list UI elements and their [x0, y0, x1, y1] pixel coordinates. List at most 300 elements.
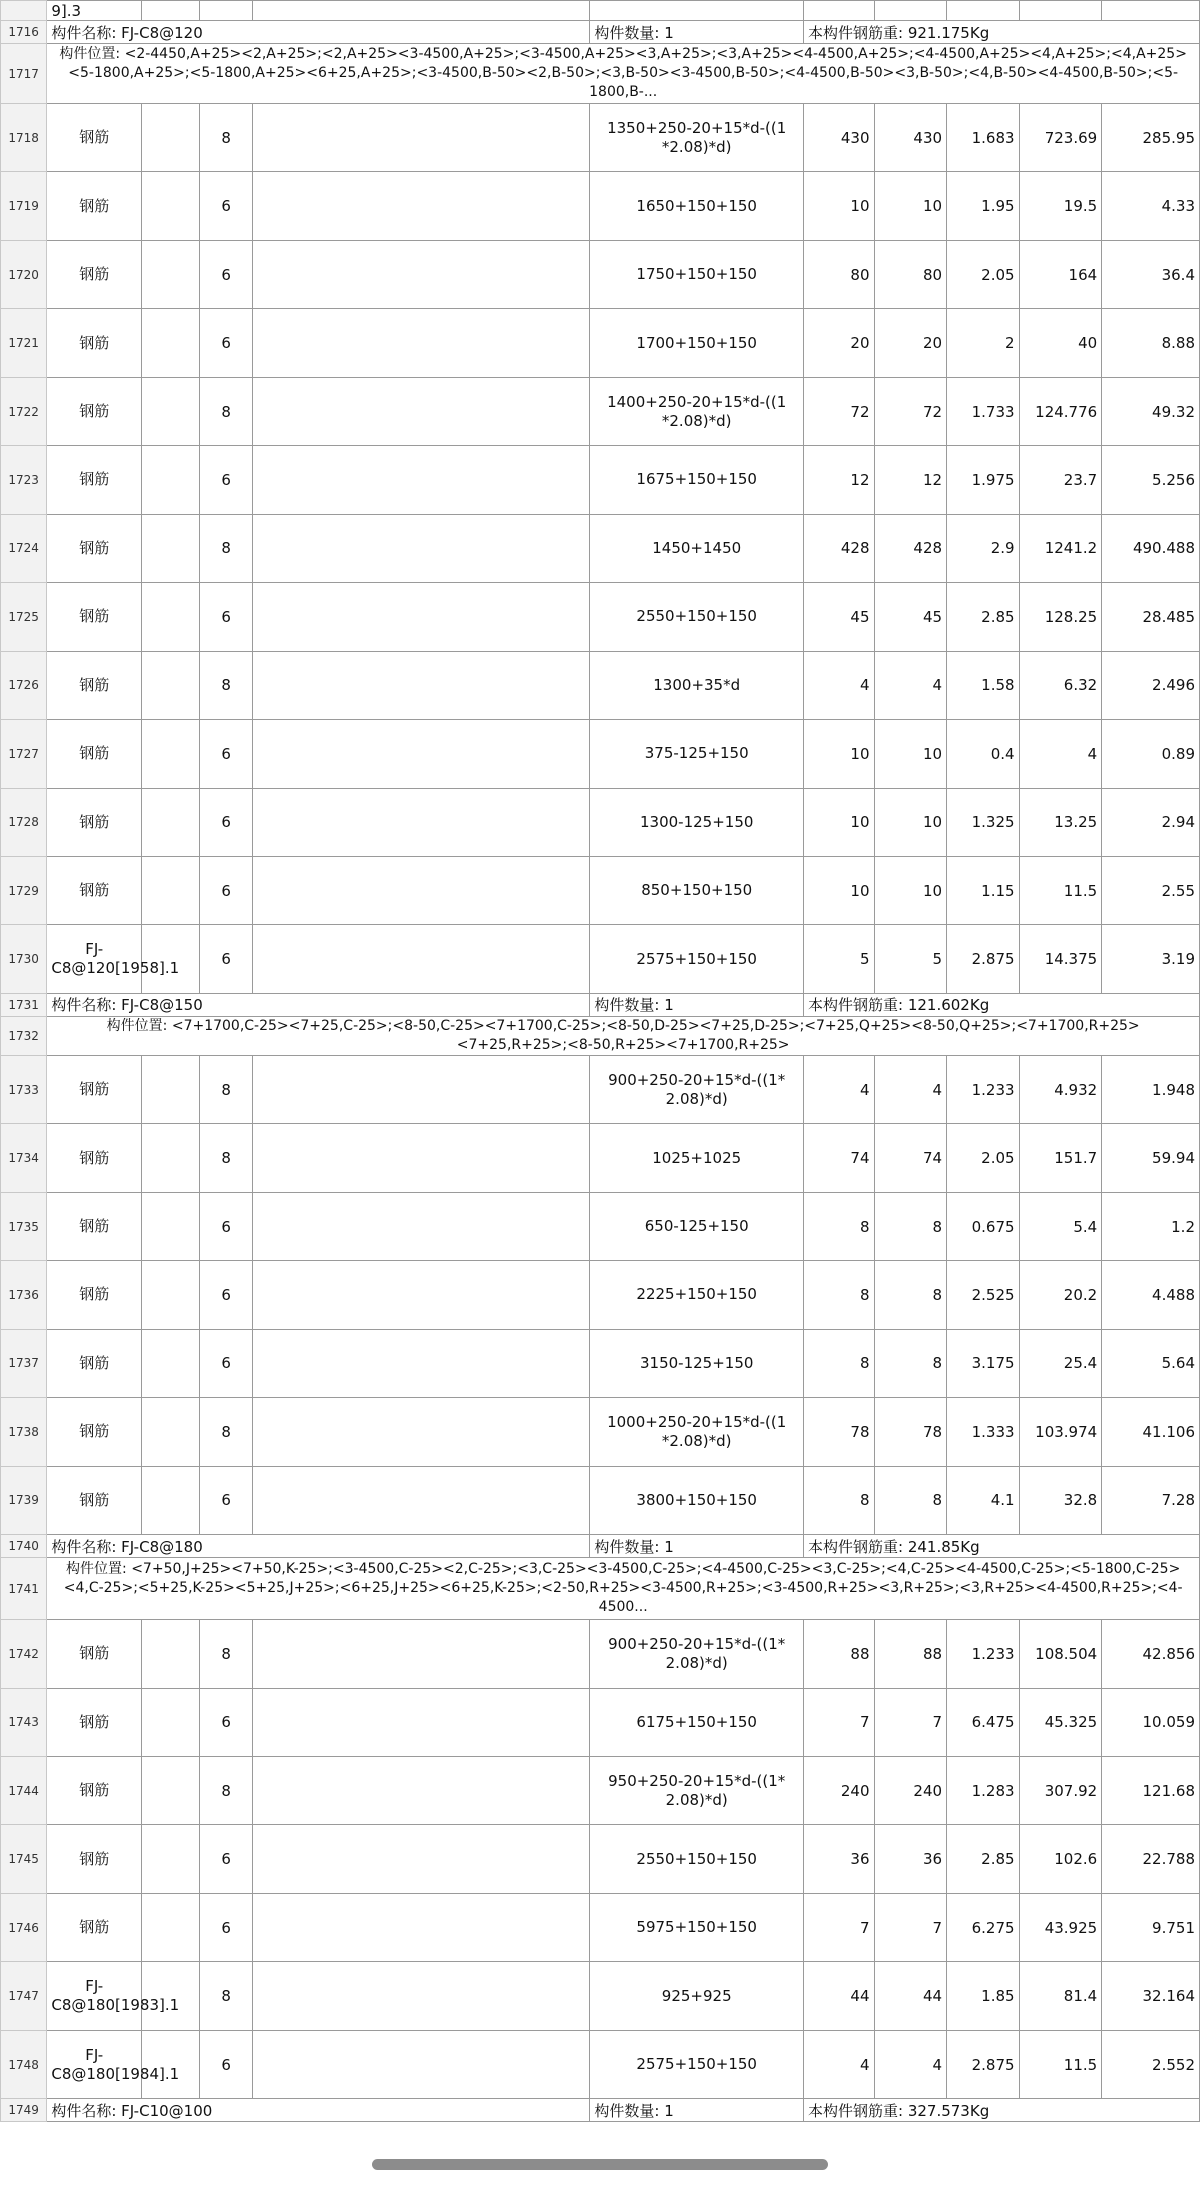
bar-name-cell[interactable]: 钢筋 — [47, 104, 142, 172]
total-count-cell[interactable]: 8 — [874, 1329, 947, 1397]
diameter-cell[interactable]: 8 — [200, 104, 252, 172]
bar-name-cell[interactable]: 钢筋 — [47, 377, 142, 445]
single-length-cell[interactable]: 1.683 — [947, 104, 1020, 172]
weight-cell[interactable]: 42.856 — [1102, 1620, 1200, 1688]
diameter-cell[interactable]: 6 — [200, 1329, 252, 1397]
total-count-cell[interactable]: 20 — [874, 309, 947, 377]
empty-cell[interactable] — [142, 1, 200, 21]
total-length-cell[interactable]: 19.5 — [1019, 172, 1102, 240]
formula-cell[interactable] — [590, 240, 804, 308]
diameter-cell[interactable]: 8 — [200, 514, 252, 582]
diameter-cell[interactable]: 6 — [200, 1192, 252, 1260]
bar-name-cell[interactable]: 钢筋 — [47, 1620, 142, 1688]
count-cell[interactable]: 80 — [804, 240, 875, 308]
count-cell[interactable]: 8 — [804, 1466, 875, 1534]
empty-cell[interactable] — [142, 1756, 200, 1824]
row-number-cell[interactable]: 1742 — [1, 1620, 47, 1688]
count-cell[interactable]: 36 — [804, 1825, 875, 1893]
empty-cell[interactable] — [142, 514, 200, 582]
empty-cell[interactable] — [252, 856, 590, 924]
empty-cell[interactable] — [142, 172, 200, 240]
bar-name-cell[interactable]: 钢筋 — [47, 172, 142, 240]
total-count-cell[interactable]: 7 — [874, 1893, 947, 1961]
count-cell[interactable]: 10 — [804, 788, 875, 856]
count-cell[interactable]: 428 — [804, 514, 875, 582]
bar-name-cell[interactable]: 钢筋 — [47, 651, 142, 719]
count-cell[interactable]: 78 — [804, 1398, 875, 1466]
formula-cell[interactable] — [590, 1756, 804, 1824]
total-count-cell[interactable]: 10 — [874, 788, 947, 856]
total-length-cell[interactable]: 13.25 — [1019, 788, 1102, 856]
diameter-cell[interactable]: 8 — [200, 1398, 252, 1466]
formula-cell[interactable] — [590, 1962, 804, 2030]
empty-cell[interactable] — [142, 446, 200, 514]
weight-cell[interactable]: 5.256 — [1102, 446, 1200, 514]
total-count-cell[interactable]: 36 — [874, 1825, 947, 1893]
diameter-cell[interactable]: 6 — [200, 1261, 252, 1329]
diameter-cell[interactable]: 6 — [200, 788, 252, 856]
bar-name-cell[interactable]: FJ-C8@180[1984].1 — [47, 2030, 142, 2098]
empty-cell[interactable] — [947, 1, 1020, 21]
weight-cell[interactable]: 32.164 — [1102, 1962, 1200, 2030]
single-length-cell[interactable]: 0.4 — [947, 720, 1020, 788]
total-count-cell[interactable]: 8 — [874, 1261, 947, 1329]
formula-cell[interactable] — [590, 1398, 804, 1466]
formula-cell[interactable] — [590, 1261, 804, 1329]
diameter-cell[interactable]: 6 — [200, 1688, 252, 1756]
total-count-cell[interactable]: 4 — [874, 2030, 947, 2098]
formula-cell[interactable] — [590, 651, 804, 719]
count-cell[interactable]: 7 — [804, 1893, 875, 1961]
weight-cell[interactable]: 4.488 — [1102, 1261, 1200, 1329]
component-position-cell[interactable]: 构件位置: <7+1700,C-25><7+25,C-25>;<8-50,C-25><7+1700,C-25>;<8-50,D-25><7+25,D-25>;<7+25,Q+25><8-50,Q+25>;<7+1700,R+25><7+25,R+25>;<8-50,R+25><7+1700,R+25> — [47, 1016, 1200, 1055]
total-count-cell[interactable]: 240 — [874, 1756, 947, 1824]
total-length-cell[interactable]: 4 — [1019, 720, 1102, 788]
empty-cell[interactable] — [252, 172, 590, 240]
total-count-cell[interactable]: 430 — [874, 104, 947, 172]
empty-cell[interactable] — [252, 651, 590, 719]
empty-cell[interactable] — [252, 1688, 590, 1756]
diameter-cell[interactable]: 6 — [200, 856, 252, 924]
formula-cell[interactable] — [590, 1055, 804, 1123]
single-length-cell[interactable]: 2 — [947, 309, 1020, 377]
row-number-cell[interactable]: 1749 — [1, 2099, 47, 2122]
empty-cell[interactable] — [142, 1620, 200, 1688]
weight-cell[interactable]: 8.88 — [1102, 309, 1200, 377]
bar-name-cell[interactable]: 钢筋 — [47, 1261, 142, 1329]
diameter-cell[interactable]: 8 — [200, 1620, 252, 1688]
count-cell[interactable]: 240 — [804, 1756, 875, 1824]
empty-cell[interactable] — [252, 104, 590, 172]
empty-cell[interactable] — [252, 583, 590, 651]
total-count-cell[interactable]: 12 — [874, 446, 947, 514]
row-number-cell[interactable]: 1729 — [1, 856, 47, 924]
single-length-cell[interactable]: 1.233 — [947, 1055, 1020, 1123]
formula-cell[interactable] — [590, 1688, 804, 1756]
diameter-cell[interactable]: 6 — [200, 172, 252, 240]
component-name-cell[interactable]: 构件名称: FJ-C10@100 — [47, 2099, 590, 2122]
count-cell[interactable]: 7 — [804, 1688, 875, 1756]
count-cell[interactable]: 45 — [804, 583, 875, 651]
formula-cell[interactable] — [590, 104, 804, 172]
empty-cell[interactable] — [252, 1261, 590, 1329]
component-count-cell[interactable]: 构件数量: 1 — [590, 2099, 804, 2122]
empty-cell[interactable] — [252, 1192, 590, 1260]
weight-cell[interactable]: 121.68 — [1102, 1756, 1200, 1824]
bar-name-cell[interactable]: 钢筋 — [47, 1466, 142, 1534]
empty-cell[interactable] — [1102, 1, 1200, 21]
total-count-cell[interactable]: 74 — [874, 1124, 947, 1192]
empty-cell[interactable] — [252, 1398, 590, 1466]
total-length-cell[interactable]: 43.925 — [1019, 1893, 1102, 1961]
formula-cell[interactable] — [590, 1329, 804, 1397]
single-length-cell[interactable]: 6.475 — [947, 1688, 1020, 1756]
diameter-cell[interactable]: 6 — [200, 2030, 252, 2098]
formula-cell[interactable] — [590, 1893, 804, 1961]
weight-cell[interactable]: 3.19 — [1102, 925, 1200, 993]
weight-cell[interactable]: 7.28 — [1102, 1466, 1200, 1534]
empty-cell[interactable] — [252, 1466, 590, 1534]
component-weight-cell[interactable]: 本构件钢筋重: 327.573Kg — [804, 2099, 1200, 2122]
empty-cell[interactable] — [142, 1261, 200, 1329]
diameter-cell[interactable]: 6 — [200, 925, 252, 993]
diameter-cell[interactable]: 6 — [200, 1893, 252, 1961]
row-number-cell[interactable]: 1732 — [1, 1016, 47, 1055]
row-number-cell[interactable]: 1745 — [1, 1825, 47, 1893]
single-length-cell[interactable]: 1.733 — [947, 377, 1020, 445]
total-length-cell[interactable]: 103.974 — [1019, 1398, 1102, 1466]
count-cell[interactable]: 74 — [804, 1124, 875, 1192]
single-length-cell[interactable]: 2.875 — [947, 925, 1020, 993]
continuation-cell[interactable]: 9].3 — [47, 1, 142, 21]
empty-cell[interactable] — [252, 1, 590, 21]
bar-name-cell[interactable]: 钢筋 — [47, 446, 142, 514]
total-length-cell[interactable]: 11.5 — [1019, 2030, 1102, 2098]
total-count-cell[interactable]: 10 — [874, 720, 947, 788]
weight-cell[interactable]: 4.33 — [1102, 172, 1200, 240]
empty-cell[interactable] — [252, 1756, 590, 1824]
bar-name-cell[interactable]: 钢筋 — [47, 1688, 142, 1756]
empty-cell[interactable] — [142, 377, 200, 445]
row-number-cell[interactable]: 1744 — [1, 1756, 47, 1824]
count-cell[interactable]: 88 — [804, 1620, 875, 1688]
count-cell[interactable]: 4 — [804, 2030, 875, 2098]
single-length-cell[interactable]: 2.85 — [947, 583, 1020, 651]
total-length-cell[interactable]: 20.2 — [1019, 1261, 1102, 1329]
row-number-cell[interactable]: 1737 — [1, 1329, 47, 1397]
row-number-cell[interactable]: 1734 — [1, 1124, 47, 1192]
weight-cell[interactable]: 490.488 — [1102, 514, 1200, 582]
component-name-cell[interactable]: 构件名称: FJ-C8@150 — [47, 993, 590, 1016]
row-number-cell[interactable]: 1736 — [1, 1261, 47, 1329]
empty-cell[interactable] — [804, 1, 875, 21]
count-cell[interactable]: 10 — [804, 720, 875, 788]
empty-cell[interactable] — [252, 309, 590, 377]
count-cell[interactable]: 5 — [804, 925, 875, 993]
row-number-cell[interactable]: 1718 — [1, 104, 47, 172]
empty-cell[interactable] — [252, 788, 590, 856]
formula-cell[interactable] — [590, 172, 804, 240]
total-length-cell[interactable]: 23.7 — [1019, 446, 1102, 514]
row-number-cell[interactable] — [1, 1, 47, 21]
empty-cell[interactable] — [200, 1, 252, 21]
component-count-cell[interactable]: 构件数量: 1 — [590, 1535, 804, 1558]
empty-cell[interactable] — [252, 720, 590, 788]
empty-cell[interactable] — [142, 1466, 200, 1534]
empty-cell[interactable] — [252, 1825, 590, 1893]
total-count-cell[interactable]: 4 — [874, 1055, 947, 1123]
count-cell[interactable]: 4 — [804, 1055, 875, 1123]
formula-cell[interactable] — [590, 856, 804, 924]
bar-name-cell[interactable]: 钢筋 — [47, 1124, 142, 1192]
total-count-cell[interactable]: 44 — [874, 1962, 947, 2030]
count-cell[interactable]: 10 — [804, 856, 875, 924]
single-length-cell[interactable]: 2.525 — [947, 1261, 1020, 1329]
component-weight-cell[interactable]: 本构件钢筋重: 241.85Kg — [804, 1535, 1200, 1558]
formula-cell[interactable] — [590, 1192, 804, 1260]
row-number-cell[interactable]: 1738 — [1, 1398, 47, 1466]
weight-cell[interactable]: 1.2 — [1102, 1192, 1200, 1260]
single-length-cell[interactable]: 4.1 — [947, 1466, 1020, 1534]
single-length-cell[interactable]: 0.675 — [947, 1192, 1020, 1260]
formula-cell[interactable] — [590, 788, 804, 856]
empty-cell[interactable] — [142, 1055, 200, 1123]
row-number-cell[interactable]: 1728 — [1, 788, 47, 856]
empty-cell[interactable] — [142, 583, 200, 651]
empty-cell[interactable] — [252, 1893, 590, 1961]
bar-name-cell[interactable]: 钢筋 — [47, 1398, 142, 1466]
row-number-cell[interactable]: 1722 — [1, 377, 47, 445]
single-length-cell[interactable]: 1.233 — [947, 1620, 1020, 1688]
total-count-cell[interactable]: 10 — [874, 172, 947, 240]
count-cell[interactable]: 20 — [804, 309, 875, 377]
row-number-cell[interactable]: 1746 — [1, 1893, 47, 1961]
total-count-cell[interactable]: 80 — [874, 240, 947, 308]
empty-cell[interactable] — [252, 2030, 590, 2098]
row-number-cell[interactable]: 1740 — [1, 1535, 47, 1558]
single-length-cell[interactable]: 2.9 — [947, 514, 1020, 582]
row-number-cell[interactable]: 1721 — [1, 309, 47, 377]
total-length-cell[interactable]: 45.325 — [1019, 1688, 1102, 1756]
single-length-cell[interactable]: 1.15 — [947, 856, 1020, 924]
empty-cell[interactable] — [142, 240, 200, 308]
empty-cell[interactable] — [142, 1893, 200, 1961]
weight-cell[interactable]: 36.4 — [1102, 240, 1200, 308]
single-length-cell[interactable]: 1.283 — [947, 1756, 1020, 1824]
weight-cell[interactable]: 10.059 — [1102, 1688, 1200, 1756]
diameter-cell[interactable]: 6 — [200, 309, 252, 377]
formula-cell[interactable] — [590, 446, 804, 514]
formula-cell[interactable] — [590, 309, 804, 377]
weight-cell[interactable]: 2.94 — [1102, 788, 1200, 856]
bar-name-cell[interactable]: 钢筋 — [47, 1756, 142, 1824]
bar-name-cell[interactable]: 钢筋 — [47, 856, 142, 924]
weight-cell[interactable]: 0.89 — [1102, 720, 1200, 788]
bar-name-cell[interactable]: 钢筋 — [47, 583, 142, 651]
bar-name-cell[interactable]: 钢筋 — [47, 1055, 142, 1123]
count-cell[interactable]: 4 — [804, 651, 875, 719]
empty-cell[interactable] — [142, 1825, 200, 1893]
total-length-cell[interactable]: 164 — [1019, 240, 1102, 308]
formula-cell[interactable] — [590, 925, 804, 993]
empty-cell[interactable] — [252, 446, 590, 514]
count-cell[interactable]: 12 — [804, 446, 875, 514]
weight-cell[interactable]: 49.32 — [1102, 377, 1200, 445]
empty-cell[interactable] — [142, 1398, 200, 1466]
total-count-cell[interactable]: 428 — [874, 514, 947, 582]
diameter-cell[interactable]: 6 — [200, 446, 252, 514]
empty-cell[interactable] — [252, 240, 590, 308]
count-cell[interactable]: 8 — [804, 1192, 875, 1260]
weight-cell[interactable]: 28.485 — [1102, 583, 1200, 651]
total-length-cell[interactable]: 14.375 — [1019, 925, 1102, 993]
row-number-cell[interactable]: 1733 — [1, 1055, 47, 1123]
empty-cell[interactable] — [252, 1055, 590, 1123]
bar-name-cell[interactable]: 钢筋 — [47, 309, 142, 377]
weight-cell[interactable]: 2.55 — [1102, 856, 1200, 924]
bar-name-cell[interactable]: FJ-C8@180[1983].1 — [47, 1962, 142, 2030]
formula-cell[interactable] — [590, 1620, 804, 1688]
total-length-cell[interactable]: 11.5 — [1019, 856, 1102, 924]
total-count-cell[interactable]: 88 — [874, 1620, 947, 1688]
component-position-cell[interactable]: 构件位置: <2-4450,A+25><2,A+25>;<2,A+25><3-4500,A+25>;<3-4500,A+25><3,A+25>;<3,A+25><4-4500,A+25>;<4-4500,A+25><4,A+25>;<4,A+25><5-1800,A+25>;<5-1800,A+25><6+25,A+25>;<3-4500,B-50><2,B-50>;<3,B-50><3-4500,B-50>;<4-4500,B-50><3,B-50>;<4,B-50><4-4500,B-50>;<5-1800,B-... — [47, 44, 1200, 104]
single-length-cell[interactable]: 6.275 — [947, 1893, 1020, 1961]
total-count-cell[interactable]: 72 — [874, 377, 947, 445]
diameter-cell[interactable]: 8 — [200, 651, 252, 719]
count-cell[interactable]: 430 — [804, 104, 875, 172]
diameter-cell[interactable]: 6 — [200, 240, 252, 308]
total-length-cell[interactable]: 723.69 — [1019, 104, 1102, 172]
formula-cell[interactable] — [590, 514, 804, 582]
total-count-cell[interactable]: 8 — [874, 1466, 947, 1534]
single-length-cell[interactable]: 2.05 — [947, 240, 1020, 308]
row-number-cell[interactable]: 1725 — [1, 583, 47, 651]
diameter-cell[interactable]: 8 — [200, 1756, 252, 1824]
formula-cell[interactable] — [590, 720, 804, 788]
total-length-cell[interactable]: 124.776 — [1019, 377, 1102, 445]
empty-cell[interactable] — [590, 1, 804, 21]
empty-cell[interactable] — [142, 856, 200, 924]
diameter-cell[interactable]: 8 — [200, 1055, 252, 1123]
bar-name-cell[interactable]: 钢筋 — [47, 720, 142, 788]
formula-cell[interactable] — [590, 1124, 804, 1192]
empty-cell[interactable] — [142, 651, 200, 719]
single-length-cell[interactable]: 1.975 — [947, 446, 1020, 514]
empty-cell[interactable] — [142, 788, 200, 856]
empty-cell[interactable] — [252, 1124, 590, 1192]
total-length-cell[interactable]: 307.92 — [1019, 1756, 1102, 1824]
total-length-cell[interactable]: 40 — [1019, 309, 1102, 377]
total-count-cell[interactable]: 8 — [874, 1192, 947, 1260]
diameter-cell[interactable]: 8 — [200, 1962, 252, 2030]
bar-name-cell[interactable]: 钢筋 — [47, 240, 142, 308]
empty-cell[interactable] — [1019, 1, 1102, 21]
weight-cell[interactable]: 1.948 — [1102, 1055, 1200, 1123]
row-number-cell[interactable]: 1747 — [1, 1962, 47, 2030]
empty-cell[interactable] — [142, 104, 200, 172]
bar-name-cell[interactable]: 钢筋 — [47, 1329, 142, 1397]
total-length-cell[interactable]: 32.8 — [1019, 1466, 1102, 1534]
component-name-cell[interactable]: 构件名称: FJ-C8@120 — [47, 21, 590, 44]
diameter-cell[interactable]: 6 — [200, 583, 252, 651]
total-length-cell[interactable]: 81.4 — [1019, 1962, 1102, 2030]
empty-cell[interactable] — [142, 309, 200, 377]
total-length-cell[interactable]: 25.4 — [1019, 1329, 1102, 1397]
weight-cell[interactable]: 2.496 — [1102, 651, 1200, 719]
empty-cell[interactable] — [142, 1329, 200, 1397]
component-count-cell[interactable]: 构件数量: 1 — [590, 993, 804, 1016]
empty-cell[interactable] — [142, 1688, 200, 1756]
bar-name-cell[interactable]: 钢筋 — [47, 1893, 142, 1961]
home-indicator[interactable] — [372, 2159, 828, 2170]
empty-cell[interactable] — [252, 1329, 590, 1397]
single-length-cell[interactable]: 2.875 — [947, 2030, 1020, 2098]
total-length-cell[interactable]: 102.6 — [1019, 1825, 1102, 1893]
empty-cell[interactable] — [874, 1, 947, 21]
weight-cell[interactable]: 22.788 — [1102, 1825, 1200, 1893]
total-count-cell[interactable]: 78 — [874, 1398, 947, 1466]
formula-cell[interactable] — [590, 2030, 804, 2098]
row-number-cell[interactable]: 1731 — [1, 993, 47, 1016]
row-number-cell[interactable]: 1716 — [1, 21, 47, 44]
diameter-cell[interactable]: 6 — [200, 1466, 252, 1534]
weight-cell[interactable]: 59.94 — [1102, 1124, 1200, 1192]
total-length-cell[interactable]: 151.7 — [1019, 1124, 1102, 1192]
total-length-cell[interactable]: 1241.2 — [1019, 514, 1102, 582]
diameter-cell[interactable]: 8 — [200, 377, 252, 445]
component-weight-cell[interactable]: 本构件钢筋重: 121.602Kg — [804, 993, 1200, 1016]
empty-cell[interactable] — [252, 1962, 590, 2030]
formula-cell[interactable] — [590, 1825, 804, 1893]
row-number-cell[interactable]: 1717 — [1, 44, 47, 104]
empty-cell[interactable] — [252, 377, 590, 445]
empty-cell[interactable] — [142, 1124, 200, 1192]
row-number-cell[interactable]: 1743 — [1, 1688, 47, 1756]
count-cell[interactable]: 8 — [804, 1261, 875, 1329]
component-weight-cell[interactable]: 本构件钢筋重: 921.175Kg — [804, 21, 1200, 44]
total-length-cell[interactable]: 5.4 — [1019, 1192, 1102, 1260]
bar-name-cell[interactable]: FJ-C8@120[1958].1 — [47, 925, 142, 993]
total-count-cell[interactable]: 7 — [874, 1688, 947, 1756]
total-length-cell[interactable]: 6.32 — [1019, 651, 1102, 719]
component-count-cell[interactable]: 构件数量: 1 — [590, 21, 804, 44]
single-length-cell[interactable]: 1.333 — [947, 1398, 1020, 1466]
row-number-cell[interactable]: 1739 — [1, 1466, 47, 1534]
bar-name-cell[interactable]: 钢筋 — [47, 514, 142, 582]
formula-cell[interactable] — [590, 377, 804, 445]
total-count-cell[interactable]: 5 — [874, 925, 947, 993]
total-count-cell[interactable]: 45 — [874, 583, 947, 651]
total-length-cell[interactable]: 4.932 — [1019, 1055, 1102, 1123]
row-number-cell[interactable]: 1724 — [1, 514, 47, 582]
weight-cell[interactable]: 41.106 — [1102, 1398, 1200, 1466]
empty-cell[interactable] — [142, 1192, 200, 1260]
total-length-cell[interactable]: 108.504 — [1019, 1620, 1102, 1688]
empty-cell[interactable] — [142, 720, 200, 788]
diameter-cell[interactable]: 6 — [200, 1825, 252, 1893]
empty-cell[interactable] — [252, 514, 590, 582]
total-length-cell[interactable]: 128.25 — [1019, 583, 1102, 651]
row-number-cell[interactable]: 1748 — [1, 2030, 47, 2098]
row-number-cell[interactable]: 1726 — [1, 651, 47, 719]
row-number-cell[interactable]: 1719 — [1, 172, 47, 240]
single-length-cell[interactable]: 2.85 — [947, 1825, 1020, 1893]
row-number-cell[interactable]: 1723 — [1, 446, 47, 514]
formula-cell[interactable] — [590, 1466, 804, 1534]
row-number-cell[interactable]: 1720 — [1, 240, 47, 308]
single-length-cell[interactable]: 1.325 — [947, 788, 1020, 856]
diameter-cell[interactable]: 8 — [200, 1124, 252, 1192]
